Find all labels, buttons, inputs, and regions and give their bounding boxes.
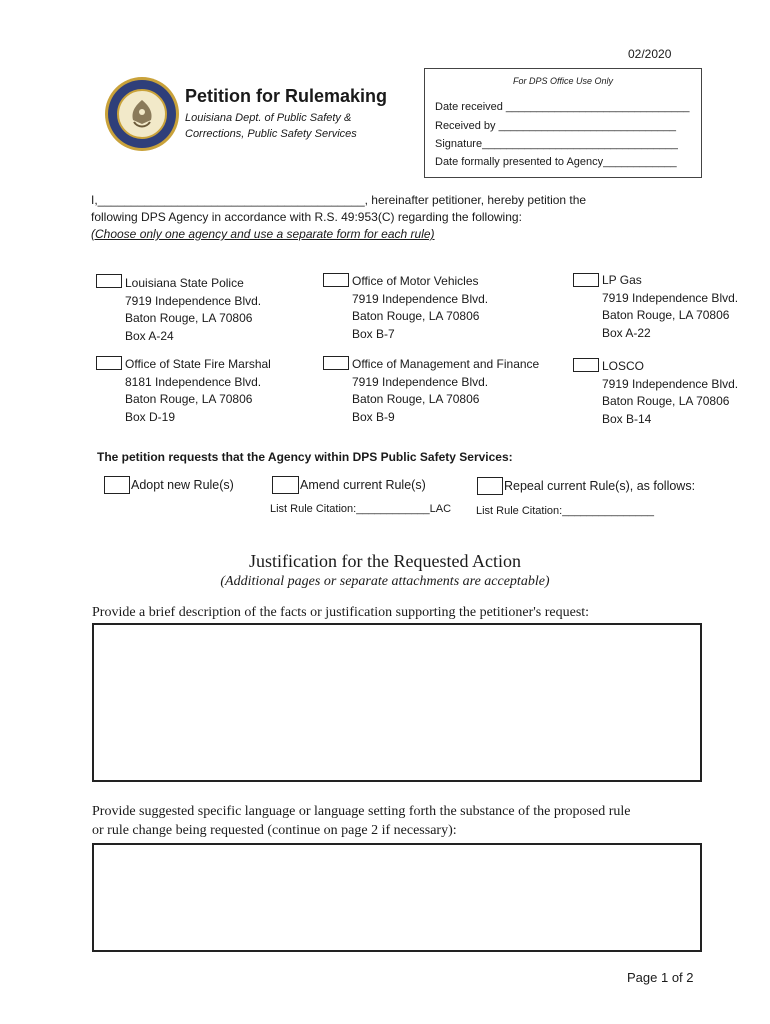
agency-name: Louisiana State Police — [125, 276, 244, 290]
agency-losco — [602, 358, 738, 428]
agency-name: Office of Management and Finance — [352, 357, 540, 371]
page-number: Page 1 of 2 — [627, 970, 694, 985]
office-use-box — [424, 68, 702, 178]
proposed-language-textbox[interactable] — [92, 843, 702, 952]
agency-lp-gas — [602, 272, 738, 342]
signature-field[interactable]: Signature________________________________ — [435, 138, 678, 150]
agency-motor-vehicles — [352, 273, 488, 343]
amend-rule-label: Amend current Rule(s) — [300, 478, 426, 492]
agency-address: 7919 Independence Blvd. — [352, 291, 489, 306]
language-prompt — [92, 802, 630, 840]
petition-statement — [91, 192, 691, 243]
revision-date: 02/2020 — [628, 47, 672, 61]
agency-address: 7919 Independence Blvd. — [125, 293, 262, 308]
agency-city: Baton Rouge, LA 70806 — [125, 311, 253, 325]
agency-name: LP Gas — [602, 273, 642, 287]
received-by-field[interactable]: Received by _____________________________ — [435, 120, 677, 132]
subtitle-line-1: Louisiana Dept. of Public Safety & — [185, 112, 352, 124]
agency-name: Office of State Fire Marshal — [125, 357, 271, 371]
petition-line-2: following DPS Agency in accordance with R.S. 49:953(C) regarding the following: — [91, 210, 522, 224]
language-prompt-line-2: or rule change being requested (continue on page 2 if necessary): — [92, 823, 457, 838]
adopt-rule-label: Adopt new Rule(s) — [131, 478, 234, 492]
agency-city: Baton Rouge, LA 70806 — [602, 394, 730, 408]
agency-checkbox-management-finance[interactable] — [323, 356, 349, 370]
petitioner-name-line[interactable]: I,________________________________________, hereinafter petitioner, hereby petition the — [91, 193, 587, 207]
agency-address: 7919 Independence Blvd. — [602, 376, 739, 391]
agency-city: Baton Rouge, LA 70806 — [602, 308, 730, 322]
justification-subtitle: (Additional pages or separate attachments are acceptable) — [220, 574, 550, 589]
agency-box: Box D-19 — [125, 409, 176, 424]
agency-city: Baton Rouge, LA 70806 — [352, 309, 480, 323]
agency-name: LOSCO — [602, 359, 645, 373]
form-title: Petition for Rulemaking — [185, 86, 388, 106]
agency-box: Box A-24 — [125, 328, 174, 343]
agency-address: 8181 Independence Blvd. — [125, 374, 262, 389]
language-prompt-line-1: Provide suggested specific language or language setting forth the substance of the proposed rule — [92, 804, 631, 819]
agency-address: 7919 Independence Blvd. — [352, 374, 489, 389]
agency-checkbox-lp-gas[interactable] — [573, 273, 599, 287]
louisiana-seal-logo — [104, 76, 180, 152]
date-received-field[interactable]: Date received ______________________________ — [435, 101, 690, 113]
agency-management-finance — [352, 356, 539, 426]
facts-justification-textbox[interactable] — [92, 623, 702, 782]
agency-box: Box B-14 — [602, 411, 652, 426]
justification-title: Justification for the Requested Action — [249, 551, 521, 571]
adopt-rule-checkbox[interactable] — [104, 476, 130, 494]
subtitle-line-2: Corrections, Public Safety Services — [185, 128, 357, 140]
amend-citation-field[interactable]: List Rule Citation:____________LAC — [270, 503, 452, 515]
agency-box: Box B-7 — [352, 326, 395, 341]
agency-city: Baton Rouge, LA 70806 — [352, 392, 480, 406]
facts-prompt: Provide a brief description of the facts or justification supporting the petitioner's request: — [92, 605, 590, 620]
agency-address: 7919 Independence Blvd. — [602, 290, 739, 305]
agency-checkbox-fire-marshal[interactable] — [96, 356, 122, 370]
agency-checkbox-state-police[interactable] — [96, 274, 122, 288]
agency-state-police — [125, 275, 261, 345]
office-use-heading: For DPS Office Use Only — [512, 76, 614, 86]
agency-checkbox-motor-vehicles[interactable] — [323, 273, 349, 287]
repeal-rule-checkbox[interactable] — [477, 477, 503, 495]
date-presented-field[interactable]: Date formally presented to Agency____________ — [435, 156, 677, 168]
repeal-rule-label: Repeal current Rule(s), as follows: — [504, 479, 696, 493]
agency-box: Box A-22 — [602, 325, 651, 340]
form-subtitle — [185, 110, 405, 142]
agency-name: Office of Motor Vehicles — [352, 274, 479, 288]
agency-box: Box B-9 — [352, 409, 395, 424]
agency-city: Baton Rouge, LA 70806 — [125, 392, 253, 406]
amend-rule-checkbox[interactable] — [272, 476, 299, 494]
agency-checkbox-losco[interactable] — [573, 358, 599, 372]
rule-request-heading: The petition requests that the Agency within DPS Public Safety Services: — [97, 450, 513, 464]
repeal-citation-field[interactable]: List Rule Citation:_______________ — [476, 505, 654, 517]
agency-fire-marshal — [125, 356, 271, 426]
agency-instruction-note: (Choose only one agency and use a separate form for each rule) — [91, 227, 435, 241]
